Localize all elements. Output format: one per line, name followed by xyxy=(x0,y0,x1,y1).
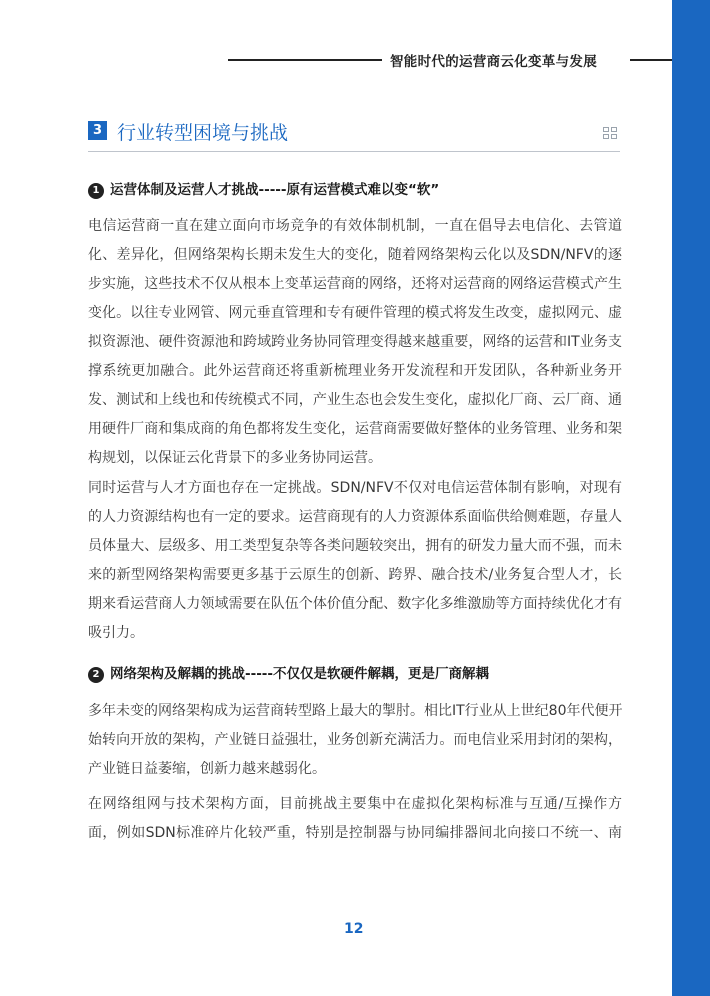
paragraph-line: 撑系统更加融合。此外运营商还将重新梳理业务开发流程和开发团队，各种新业务开 xyxy=(88,363,622,379)
header-title: 智能时代的运营商云化变革与发展 xyxy=(390,54,597,70)
subsection-number-1: 1 xyxy=(88,183,104,199)
paragraph-line: 在网络组网与技术架构方面，目前挑战主要集中在虚拟化架构标准与互通/互操作方 xyxy=(88,796,622,812)
paragraph-line: 面，例如SDN标准碎片化较严重，特别是控制器与协同编排器间北向接口不统一、南 xyxy=(88,825,622,841)
page-number: 12 xyxy=(344,921,364,937)
paragraph-line: 同时运营与人才方面也存在一定挑战。SDN/NFV不仅对电信运营体制有影响，对现有 xyxy=(88,480,622,496)
paragraph-3 xyxy=(88,697,622,784)
section-divider xyxy=(88,151,620,152)
section-title: 行业转型困境与挑战 xyxy=(117,122,289,144)
paragraph-line: 变化。以往专业网管、网元垂直管理和专有硬件管理的模式将发生改变，虚拟网元、虚 xyxy=(88,305,622,321)
paragraph-line: 的人力资源结构也有一定的要求。运营商现有的人力资源体系面临供给侧难题，存量人 xyxy=(88,509,622,525)
header-rule-left xyxy=(228,59,382,61)
paragraph-line: 发、测试和上线也和传统模式不同，产业生态也会发生变化，虚拟化厂商、云厂商、通 xyxy=(88,392,622,408)
paragraph-line: 期来看运营商人力领域需要在队伍个体价值分配、数字化多维激励等方面持续优化才有 xyxy=(88,596,622,612)
grid-squares-icon xyxy=(602,126,620,140)
paragraph-1 xyxy=(88,212,622,473)
paragraph-line: 吸引力。 xyxy=(88,625,144,641)
subsection-number-2: 2 xyxy=(88,667,104,683)
side-color-bar xyxy=(672,0,710,996)
header-rule-right xyxy=(630,59,672,61)
subsection-heading-1 xyxy=(88,178,439,199)
subsection-title-1: 运营体制及运营人才挑战-----原有运营模式难以变“软” xyxy=(110,182,440,198)
paragraph-line: 产业链日益萎缩，创新力越来越弱化。 xyxy=(88,761,326,777)
subsection-heading-2 xyxy=(88,662,489,683)
paragraph-line: 员体量大、层级多、用工类型复杂等各类问题较突出，拥有的研发力量大而不强，而未 xyxy=(88,538,622,554)
paragraph-line: 来的新型网络架构需要更多基于云原生的创新、跨界、融合技术/业务复合型人才，长 xyxy=(88,567,622,583)
paragraph-line: 始转向开放的架构，产业链日益强壮，业务创新充满活力。而电信业采用封闭的架构， xyxy=(88,732,622,748)
paragraph-line: 构规划，以保证云化背景下的多业务协同运营。 xyxy=(88,450,382,466)
paragraph-line: 电信运营商一直在建立面向市场竞争的有效体制机制，一直在倡导去电信化、去管道 xyxy=(88,218,622,234)
paragraph-line: 拟资源池、硬件资源池和跨域跨业务协同管理变得越来越重要，网络的运营和IT业务支 xyxy=(88,334,622,350)
paragraph-line: 多年未变的网络架构成为运营商转型路上最大的掣肘。相比IT行业从上世纪80年代便开 xyxy=(88,703,622,719)
paragraph-2 xyxy=(88,474,622,648)
paragraph-4 xyxy=(88,790,622,848)
paragraph-line: 用硬件厂商和集成商的角色都将发生变化，运营商需要做好整体的业务管理、业务和架 xyxy=(88,421,622,437)
section-number-badge: 3 xyxy=(88,121,107,140)
paragraph-line: 化、差异化，但网络架构长期未发生大的变化，随着网络架构云化以及SDN/NFV的逐 xyxy=(88,247,622,263)
paragraph-line: 步实施，这些技术不仅从根本上变革运营商的网络，还将对运营商的网络运营模式产生 xyxy=(88,276,622,292)
subsection-title-2: 网络架构及解耦的挑战-----不仅仅是软硬件解耦，更是厂商解耦 xyxy=(110,666,490,682)
